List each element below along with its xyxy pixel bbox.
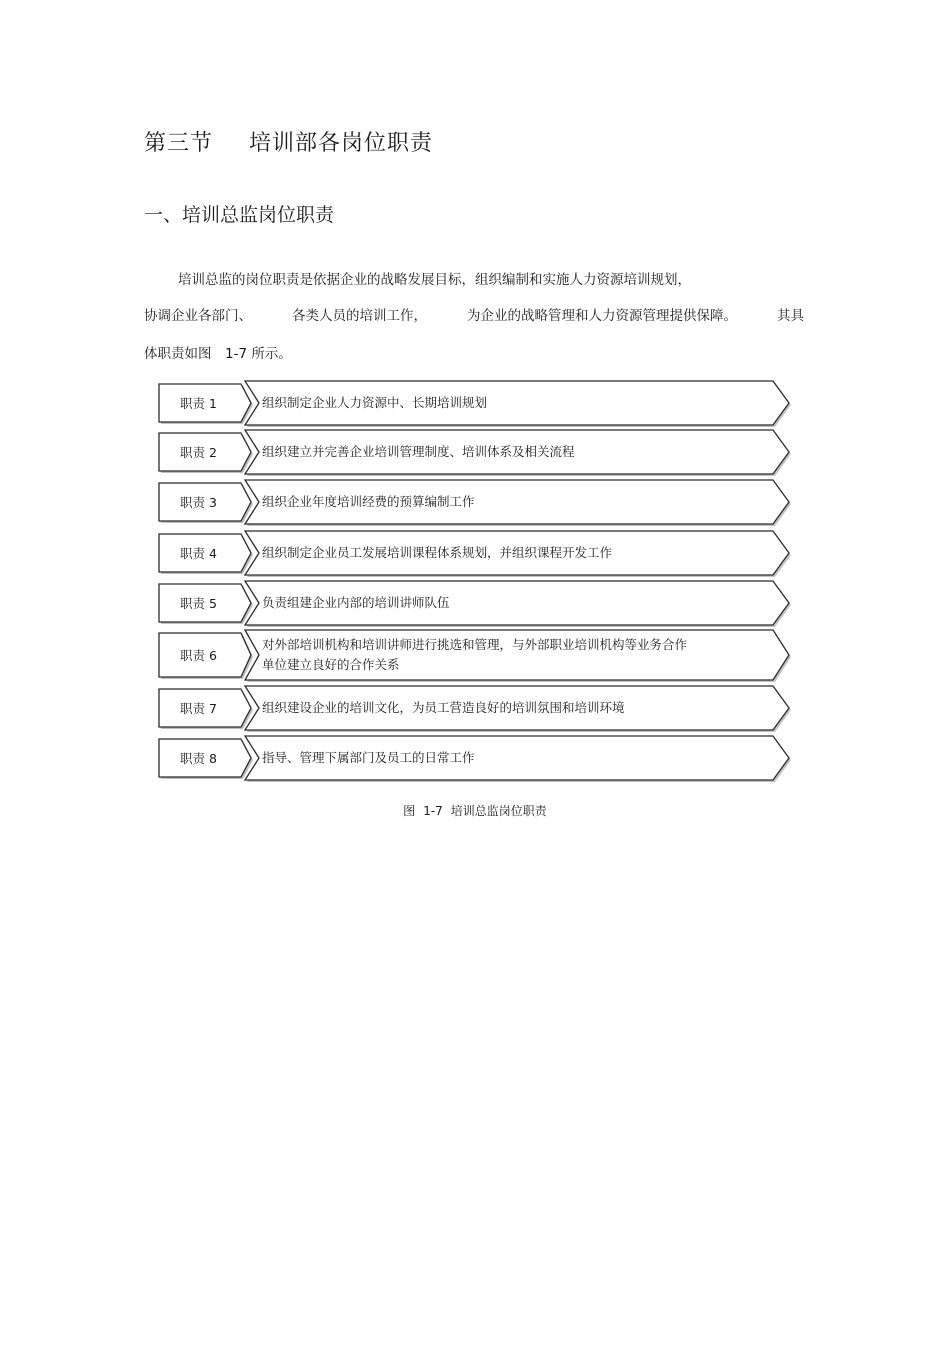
duty-label: 职责 8: [180, 751, 217, 766]
section-title: 培训部各岗位职责: [249, 131, 434, 156]
paragraph-line-2-part-a: 协调企业各部门、: [144, 308, 252, 324]
duty-text: 组织建设企业的培训文化，为员工营造良好的培训氛围和培训环境: [262, 700, 625, 715]
duty-text: 组织建立并完善企业培训管理制度、培训体系及相关流程: [262, 444, 575, 459]
duty-text: [262, 635, 687, 675]
figure-caption-number: 1-7: [423, 804, 443, 818]
duties-diagram: [156, 378, 796, 788]
paragraph-line-1: 培训总监的岗位职责是依据企业的战略发展目标，组织编制和实施人力资源培训规划，: [178, 272, 691, 288]
section-heading: [144, 126, 433, 157]
paragraph-line-2-part-c: 为企业的战略管理和人力资源管理提供保障。: [467, 308, 737, 324]
duty-text: 组织制定企业人力资源中、长期培训规划: [262, 395, 488, 410]
duty-label: 职责 6: [180, 648, 217, 663]
duty-text: 组织企业年度培训经费的预算编制工作: [262, 494, 475, 509]
figure-caption-prefix: 图: [403, 804, 416, 818]
duty-text: 组织制定企业员工发展培训课程体系规划，并组织课程开发工作: [262, 545, 613, 560]
figure-caption: [0, 802, 950, 819]
duty-label: 职责 3: [180, 495, 217, 510]
paragraph-line-2-part-b: 各类人员的培训工作，: [292, 308, 427, 324]
paragraph-line-2-part-d: 其具: [777, 308, 804, 324]
section-number: 第三节: [144, 131, 214, 156]
duty-label: 职责 7: [180, 701, 217, 716]
paragraph-line-2: [144, 304, 804, 324]
duty-label: 职责 1: [180, 396, 217, 411]
duty-text-line-2: 单位建立良好的合作关系: [262, 657, 400, 672]
duty-text: 负责组建企业内部的培训讲师队伍: [262, 595, 450, 610]
duty-text-line-1: 对外部培训机构和培训讲师进行挑选和管理，与外部职业培训机构等业务合作: [262, 637, 688, 652]
paragraph-line-3: 体职责如图 1-7 所示。: [144, 346, 292, 362]
duty-text: 指导、管理下属部门及员工的日常工作: [262, 750, 475, 765]
duty-label: 职责 4: [180, 546, 217, 561]
duties-diagram-shapes: [156, 378, 796, 788]
subsection-heading: 一、培训总监岗位职责: [144, 204, 335, 226]
duty-label: 职责 5: [180, 596, 217, 611]
duty-label: 职责 2: [180, 445, 217, 460]
figure-caption-title: 培训总监岗位职责: [450, 804, 547, 818]
